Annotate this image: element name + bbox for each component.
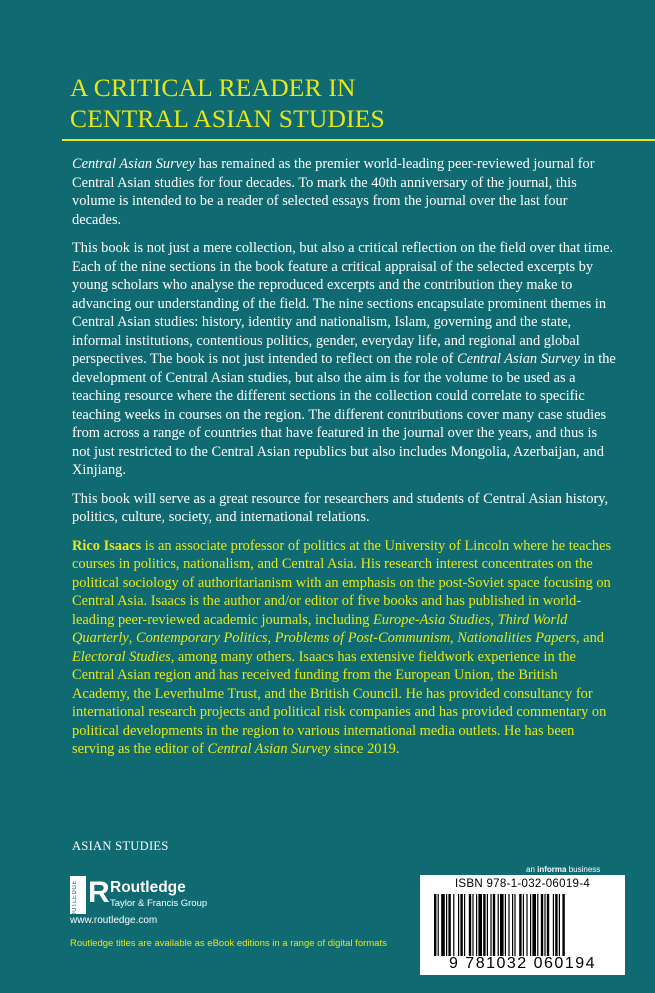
ebook-note: Routledge titles are available as eBook editions in a range of digital formats (70, 938, 387, 949)
barcode-number: 9 781032 060194 (448, 955, 597, 972)
routledge-r-icon: R (88, 876, 110, 909)
separator: , and (575, 630, 604, 646)
bio-text: since 2019. (330, 741, 400, 757)
blurb-paragraph-1 (72, 155, 617, 229)
paragraph-text: in the development of Central Asian studies, but also the aim is for the volume to be used as a teaching resource where the different sections in the collection could correlate to specific teaching weeks in courses on the region. The different contributions cover many case studies from across a range of countries that have featured in the journal over the years, and thus is not just restricted to the Central Asian republics but also includes Mongolia, Azerbaijan, and Xinjiang. (72, 351, 616, 478)
journal-title: Central Asian Survey (207, 741, 331, 757)
bio-text: is an associate professor of politics at the University of Lincoln where he teaches courses in politics, nationalism, and Central Asia. His research interest concentrates on the political sociology of authoritarianism with an emphasis on the post-Soviet space focusing on Central Asia. Isaacs is the author and/or editor of five books and has published in world-leading peer-reviewed academic journals, including (72, 537, 612, 628)
blurb-paragraph-3: This book will serve as a great resource for researchers and students of Central Asian history, politics, culture, society, and international relations. (72, 490, 609, 525)
book-title (70, 72, 385, 134)
publisher-website: www.routledge.com (70, 915, 158, 926)
author-bio (72, 537, 617, 759)
paragraph-text: This book is not just a mere collection, but also a critical reflection on the field over that time. Each of the nine sections in the book feature a critical appraisal of the selected excerpts by young scholars who analyse the reproduced excerpts and the contribution they make to advancing our understanding of the field. The nine sections encapsulate prominent themes in Central Asian studies: history, identity and nationalism, Islam, governing and the state, informal institutions, contentious politics, gender, everyday life, and regional and global perspectives. The book is not just intended to reflect on the role of (72, 240, 614, 367)
bio-text: , among many others. Isaacs has extensive fieldwork experience in the Central Asian region and has received funding from the European Union, the British Academy, the Leverhulme Trust, and the British Council. He has provided consultancy for international research projects and political risk companies and has provided commentary on political developments in the region to various international media outlets. He has been serving as the editor of (72, 648, 607, 757)
publisher-name: Routledge (110, 879, 186, 896)
informa-brand: informa (537, 865, 567, 874)
journal-title: Nationalities Papers (457, 630, 576, 646)
separator: , (490, 611, 498, 628)
journal-title: Europe-Asia Studies (373, 611, 491, 628)
author-name: Rico Isaacs (72, 537, 142, 554)
series-mark-icon (70, 876, 86, 922)
separator: , (128, 630, 136, 646)
journal-title: Electoral Studies (72, 648, 171, 665)
journal-title: Third World Quarterly (72, 611, 568, 646)
title-line-2: CENTRAL ASIAN STUDIES (70, 104, 385, 133)
publisher-group: Taylor & Francis Group (110, 898, 208, 909)
journal-title: Central Asian Survey (72, 156, 195, 172)
informa-prefix: an (526, 865, 538, 874)
journal-title: Central Asian Survey (457, 351, 580, 367)
informa-tagline (526, 865, 600, 874)
journal-title: Contemporary Politics (135, 630, 268, 646)
paragraph-text: has remained as the premier world-leading peer-reviewed journal for Central Asian studies for four decades. To mark the 40th anniversary of the journal, this volume is intended to be a reader of selected essays from the journal over the last four decades. (72, 156, 595, 228)
barcode-box (420, 875, 625, 975)
separator: , (267, 630, 275, 646)
title-line-1: A CRITICAL READER IN (70, 73, 356, 102)
subject-category: ASIAN STUDIES (72, 839, 169, 853)
title-rule (62, 139, 655, 141)
separator: , (450, 630, 458, 646)
isbn-label: ISBN 978-1-032-06019-4 (454, 878, 591, 890)
blurb-paragraph-2 (72, 239, 617, 480)
blurb (72, 155, 617, 769)
journal-title: Problems of Post-Communism (274, 630, 451, 646)
informa-suffix: business (566, 865, 601, 874)
barcode-icon (434, 894, 611, 956)
series-mark-text: ROUTLEDGE (72, 880, 78, 922)
